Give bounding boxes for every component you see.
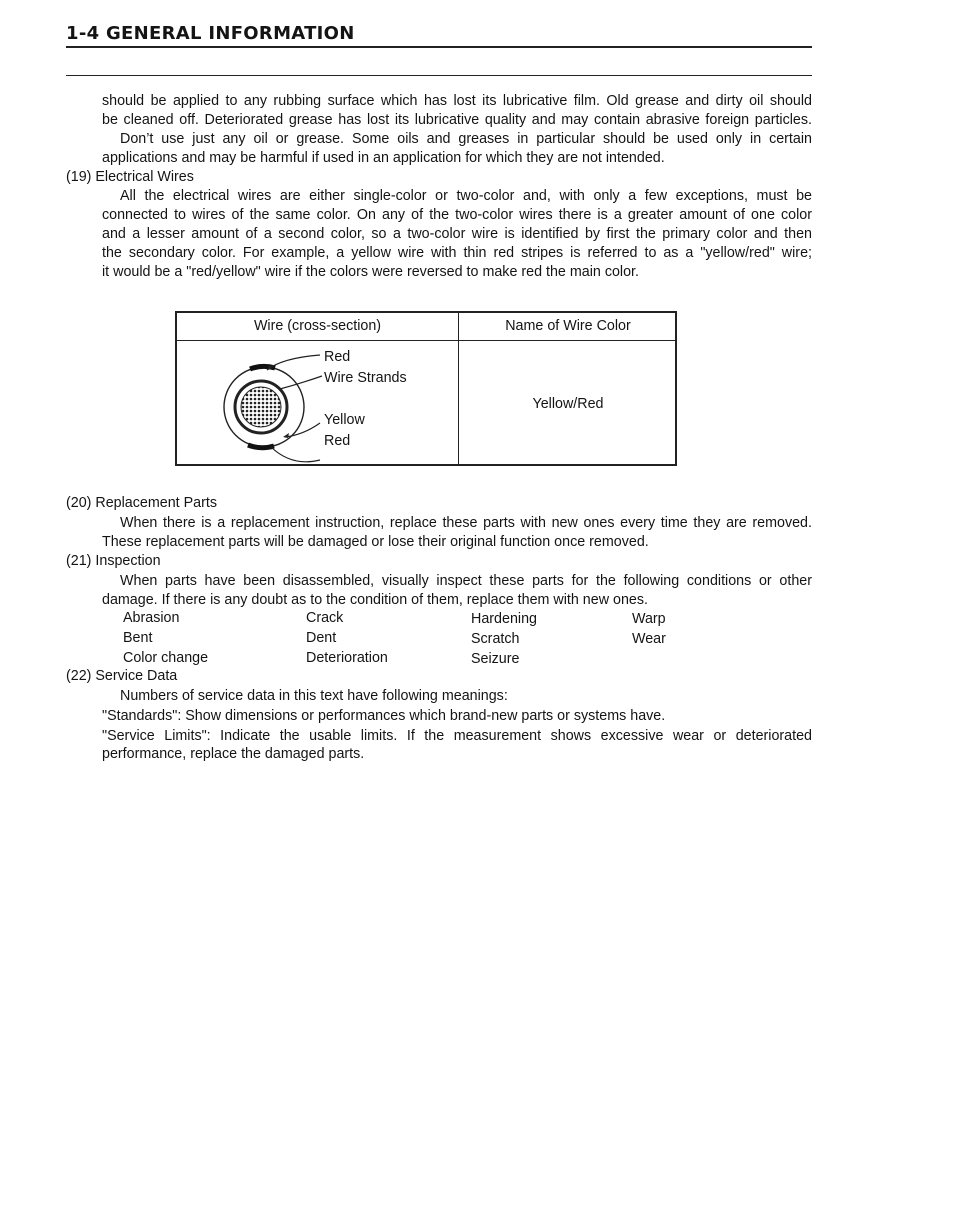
condition-item: Abrasion — [123, 610, 180, 626]
label-yellow: Yellow — [324, 412, 365, 428]
condition-item: Warp — [632, 611, 666, 627]
section-22-line-4: performance, replace the damaged parts. — [102, 746, 365, 762]
wire-cross-section-diagram — [177, 341, 458, 466]
condition-item: Color change — [123, 650, 209, 666]
condition-item: Crack — [306, 610, 344, 626]
intro-line-3: Don’t use just any oil or grease. Some oils and greases in particular should be used only in certain — [120, 131, 812, 147]
page-title: 1-4 GENERAL INFORMATION — [66, 23, 355, 44]
section-22-line-1: Numbers of service data in this text have following meanings: — [120, 688, 508, 704]
section-21-line-2: damage. If there is any doubt as to the condition of them, replace them with new ones. — [102, 592, 648, 608]
condition-item: Seizure — [471, 651, 520, 667]
section-21-heading: (21) Inspection — [66, 553, 161, 569]
label-wire-strands: Wire Strands — [324, 370, 407, 386]
condition-item: Deterioration — [306, 650, 388, 666]
section-19-line-1: All the electrical wires are either single-color or two-color and, with only a few exceptions, must be — [120, 188, 812, 204]
header-rule-thin — [66, 75, 812, 76]
section-19-line-3: and a lesser amount of a second color, so a two-color wire is identified by first the primary color and then — [102, 226, 812, 242]
section-22-line-3: "Service Limits": Indicate the usable limits. If the measurement shows excessive wear or deteriorated — [102, 728, 812, 744]
intro-line-4: applications and may be harmful if used in an application for which they are not intended. — [102, 150, 665, 166]
condition-item: Wear — [632, 631, 666, 647]
condition-item: Dent — [306, 630, 337, 646]
wire-color-table — [175, 311, 677, 466]
wire-color-value: Yellow/Red — [532, 395, 604, 412]
section-20-line-2: These replacement parts will be damaged or lose their original function once removed. — [102, 534, 649, 550]
intro-line-2: be cleaned off. Deteriorated grease has lost its lubricative quality and may contain abrasive foreign particles. — [102, 112, 812, 128]
table-header-wire-cross-section: Wire (cross-section) — [253, 318, 382, 334]
section-19-heading: (19) Electrical Wires — [66, 169, 194, 185]
condition-item: Scratch — [471, 631, 520, 647]
section-20-heading: (20) Replacement Parts — [66, 495, 217, 511]
section-22-heading: (22) Service Data — [66, 668, 178, 684]
page-header — [66, 22, 812, 46]
condition-item: Hardening — [471, 611, 537, 627]
section-19-line-2: connected to wires of the same color. On any of the two-color wires there is a greater amount of one color — [102, 207, 812, 223]
condition-item: Bent — [123, 630, 153, 646]
section-22-line-2: "Standards": Show dimensions or performances which brand-new parts or systems have. — [102, 708, 666, 724]
section-20-line-1: When there is a replacement instruction, replace these parts with new ones every time they are removed. — [120, 515, 812, 531]
section-19-line-4: the secondary color. For example, a yellow wire with thin red stripes is referred to as a "yellow/red" wire; — [102, 245, 812, 261]
section-19-line-5: it would be a "red/yellow" wire if the colors were reversed to make red the main color. — [102, 264, 639, 280]
label-red: Red — [324, 433, 351, 449]
table-header-wire-color-name: Name of Wire Color — [505, 318, 631, 334]
intro-line-1: should be applied to any rubbing surface which has lost its lubricative film. Old grease and dirty oil should — [102, 93, 812, 109]
label-red-stripe: Red — [324, 349, 351, 365]
inspection-conditions-list — [123, 609, 683, 669]
section-21-line-1: When parts have been disassembled, visually inspect these parts for the following conditions or other — [120, 573, 812, 589]
header-rule-thick — [66, 46, 812, 48]
